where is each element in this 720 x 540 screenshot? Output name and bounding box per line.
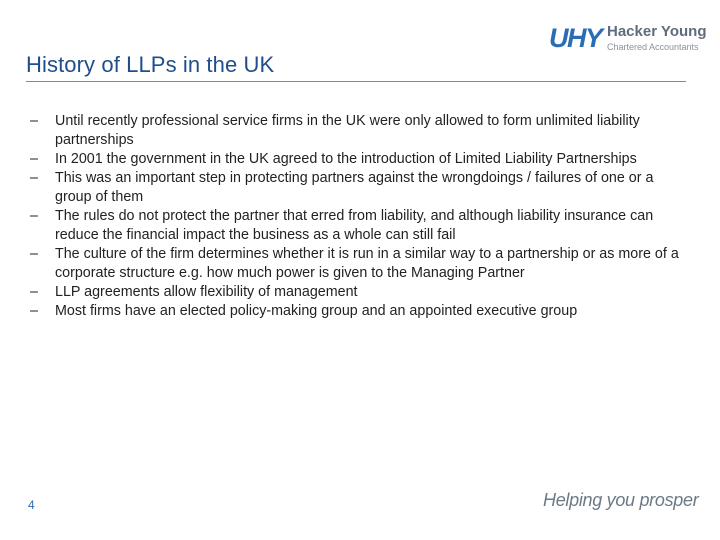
dash-icon: – xyxy=(30,170,38,186)
bullet-text: Most firms have an elected policy-making group and an appointed executive group xyxy=(55,303,578,319)
dash-icon: – xyxy=(30,151,38,167)
bullet-text: Until recently professional service firms in the UK were only allowed to form unlimited liability partnerships xyxy=(55,113,640,148)
dash-icon: – xyxy=(30,284,38,300)
bullet-text: This was an important step in protecting partners against the wrongdoings / failures of one or a group of them xyxy=(55,170,654,205)
bullet-item xyxy=(30,150,690,169)
bullet-list xyxy=(30,112,690,321)
bullet-text: The culture of the firm determines whether it is run in a similar way to a partnership or as more of a corporate structure e.g. how much power is given to the Managing Partner xyxy=(55,246,679,281)
dash-icon: – xyxy=(30,246,38,262)
dash-icon: – xyxy=(30,208,38,224)
company-logo xyxy=(549,22,707,56)
logo-mark: UHY xyxy=(549,23,602,53)
logo-company-name: Hacker Young xyxy=(607,23,707,40)
bullet-item xyxy=(30,207,690,245)
title-divider xyxy=(26,81,686,82)
dash-icon: – xyxy=(30,303,38,319)
bullet-text: LLP agreements allow flexibility of management xyxy=(55,284,358,300)
slide-title: History of LLPs in the UK xyxy=(26,52,275,77)
bullet-item xyxy=(30,245,690,283)
page-number: 4 xyxy=(28,498,35,512)
bullet-text: The rules do not protect the partner that erred from liability, and although liability insurance can reduce the financial impact the business as a whole can still fail xyxy=(55,208,654,243)
bullet-item xyxy=(30,302,690,321)
bullet-item xyxy=(30,112,690,150)
bullet-text: In 2001 the government in the UK agreed to the introduction of Limited Liability Partnerships xyxy=(55,151,637,167)
bullet-item xyxy=(30,169,690,207)
dash-icon: – xyxy=(30,113,38,129)
footer-tagline: Helping you prosper xyxy=(543,490,699,510)
bullet-item xyxy=(30,283,690,302)
logo-subtitle: Chartered Accountants xyxy=(607,42,699,52)
